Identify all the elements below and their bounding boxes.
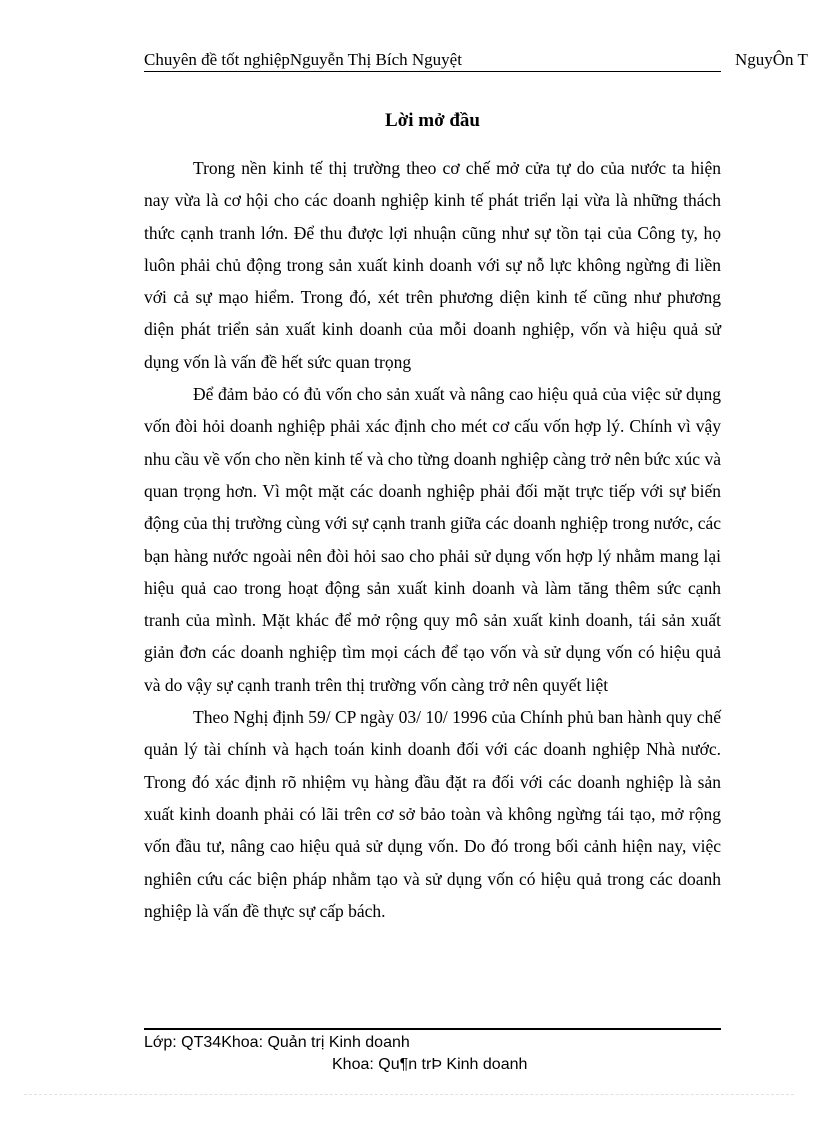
paragraph-2: Để đảm bảo có đủ vốn cho sản xuất và nâng cao hiệu quả của việc sử dụng vốn đòi hỏi doanh nghiệp phải xác định cho mét cơ cấu vốn hợp lý. Chính vì vậy nhu cầu về vốn cho nền kinh tế và cho từng doanh nghiệp càng trở nên bức xúc và quan trọng hơn. Vì một mặt các doanh nghiệp phải đối mặt trực tiếp với sự biến động của thị trường cùng với sự cạnh tranh giữa các doanh nghiệp trong nước, các bạn hàng nước ngoài nên đòi hỏi sao cho phải sử dụng vốn hợp lý nhằm mang lại hiệu quả cao trong hoạt động sản xuất kinh doanh và làm tăng thêm sức cạnh tranh của mình. Mặt khác để mở rộng quy mô sản xuất kinh doanh, tái sản xuất giản đơn các doanh nghiệp tìm mọi cách để tạo vốn và sử dụng vốn có hiệu quả và do vậy sự cạnh tranh trên thị trường vốn càng trở nên quyết liệt — [144, 384, 721, 695]
footer-class-line: Lớp: QT34Khoa: Quản trị Kinh doanh — [144, 1034, 410, 1051]
page-boundary — [24, 1094, 794, 1095]
document-body — [144, 152, 721, 927]
header-divider — [144, 71, 721, 72]
footer-divider — [144, 1028, 721, 1030]
paragraph-3: Theo Nghị định 59/ CP ngày 03/ 10/ 1996 của Chính phủ ban hành quy chế quản lý tài chính và hạch toán kinh doanh đối với các doanh nghiệp Nhà nước. Trong đó xác định rõ nhiệm vụ hàng đầu đặt ra đối với các doanh nghiệp là sản xuất kinh doanh phải có lãi trên cơ sở bảo toàn và không ngừng tái tạo, mở rộng vốn đầu tư, nâng cao hiệu quả sử dụng vốn. Do đó trong bối cảnh hiện nay, việc nghiên cứu các biện pháp nhằm tạo và sử dụng vốn có hiệu quả trong các doanh nghiệp là vấn đề thực sự cấp bách. — [144, 707, 721, 921]
header-left-text: Chuyên đề tốt nghiệpNguyễn Thị Bích Nguyệt — [144, 50, 462, 69]
header-right-text: NguyÔn T — [735, 50, 808, 69]
footer-faculty-line: Khoa: Qu¶n trÞ Kinh doanh — [332, 1056, 528, 1073]
paragraph-1: Trong nền kinh tế thị trường theo cơ chế mở cửa tự do của nước ta hiện nay vừa là cơ hội cho các doanh nghiệp kinh tế phát triển lại vừa là những thách thức cạnh tranh lớn. Để thu được lợi nhuận cũng như sự tồn tại của Công ty, họ luôn phải chủ động trong sản xuất kinh doanh với sự nỗ lực không ngừng đi liền với cả sự mạo hiểm. Trong đó, xét trên phương diện kinh tế cũng như phương diện phát triển sản xuất kinh doanh của mỗi doanh nghiệp, vốn và hiệu quả sử dụng vốn là vấn đề hết sức quan trọng — [144, 158, 721, 372]
page-title: Lời mở đầu — [385, 110, 480, 131]
